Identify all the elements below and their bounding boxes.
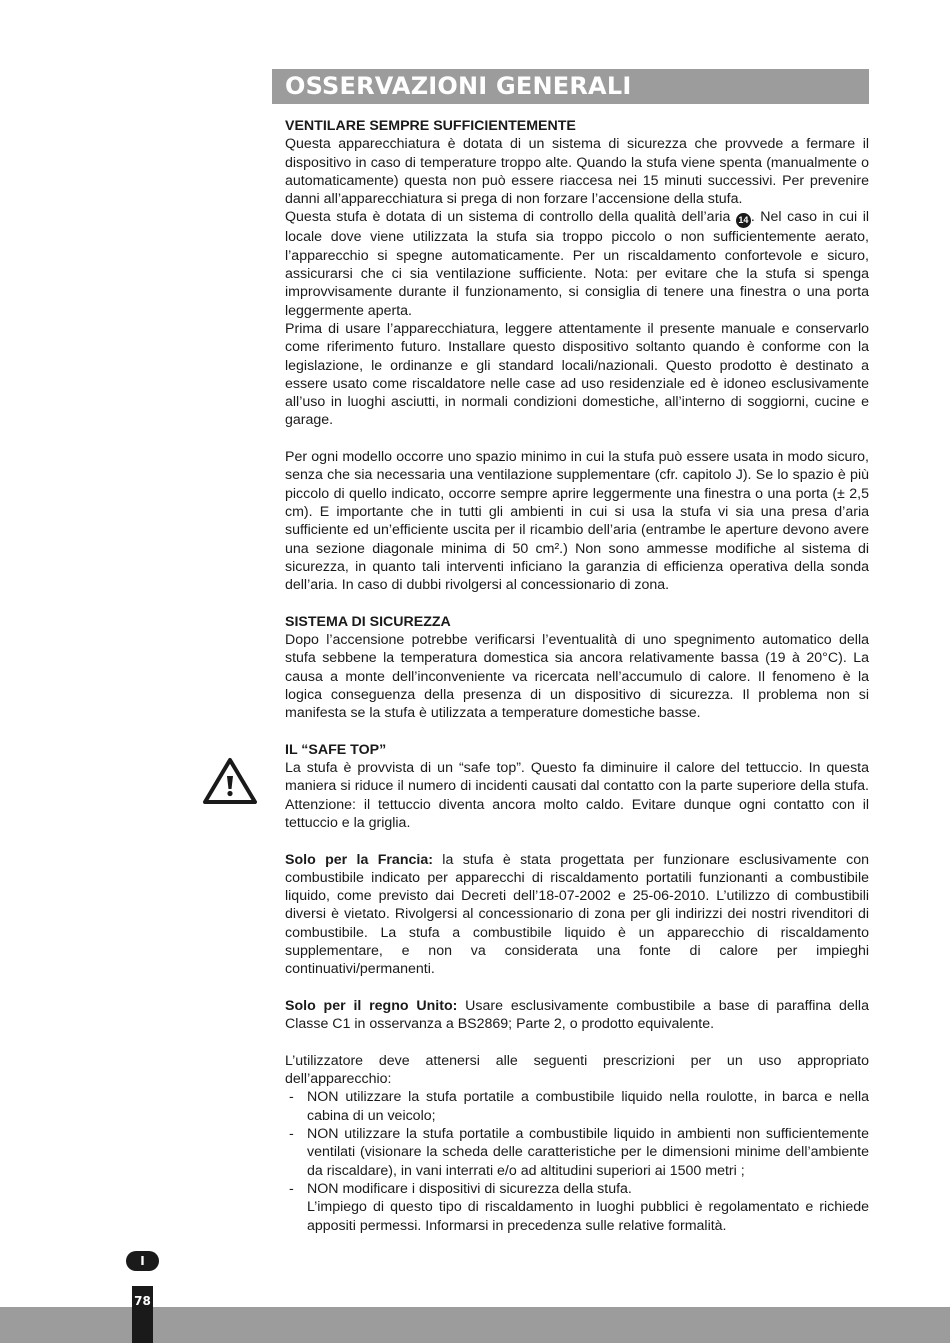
paragraph: L’utilizzatore deve attenersi alle seguenti prescrizioni per un uso appropriato dell’apparecchio: bbox=[285, 1052, 869, 1088]
main-content bbox=[285, 117, 869, 1235]
page-number: 78 bbox=[132, 1286, 153, 1343]
list-item-text: L’impiego di questo tipo di riscaldamento in luoghi pubblici è regolamentato e richiede appositi permessi. Informarsi in precedenza sulle relative formalità. bbox=[307, 1199, 869, 1234]
list-item bbox=[285, 1180, 869, 1235]
language-badge: I bbox=[126, 1251, 159, 1271]
paragraph: Prima di usare l’apparecchiatura, leggere attentamente il presente manuale e conservarlo come riferimento futuro. Installare questo dispositivo soltanto quando è conforme con la legislazione, le ordinanze e gli standard locali/nazionali. Questo prodotto è destinato a essere usato come riscaldatore nelle case ad uso residenziale ed è idoneo esclusivamente all’uso in luoghi asciutti, in normali condizioni domestiche, all’interno di soggiorni, cucine e garage. bbox=[285, 320, 869, 429]
paragraph-text: Usare esclusivamente combustibile a base di paraffina della Classe C1 in osservanza a BS2869; Parte 2, o prodotto equivalente. bbox=[285, 997, 869, 1033]
list-item bbox=[285, 1125, 869, 1180]
section-heading-sicurezza: SISTEMA DI SICUREZZA bbox=[285, 613, 451, 630]
prescription-list bbox=[285, 1088, 869, 1234]
lead-label: Solo per il regno Unito: bbox=[285, 997, 458, 1014]
paragraph-text: la stufa è stata progettata per funzionare esclusivamente con combustibile indicato per apparecchi di riscaldamento portatili funzionanti a combustibile liquido, come previsto dai Decreti dell’18-07-2002 e 25-06-2010. L’utilizzo di combustibili diversi è vietato. Rivolgersi al concessionario di zona per gli indirizzi dei nostri rivenditori di combustibile. La stufa a combustibile liquido è un apparecchio di riscaldamento supplementare, e non va considerata una fonte di calore per impieghi continuativi/permanenti. bbox=[285, 851, 869, 978]
warning-triangle-icon bbox=[202, 757, 258, 805]
paragraph: Questa apparecchiatura è dotata di un sistema di sicurezza che provvede a fermare il dispositivo in caso di temperature troppo alte. Quando la stufa viene spenta (manualmente o automaticamente) questa non può essere riaccesa nei 15 minuti successivi. Per prevenire danni all’apparecchiatura si prega di non forzare l’accensione della stufa. bbox=[285, 136, 869, 208]
paragraph-france bbox=[285, 851, 869, 979]
paragraph: Per ogni modello occorre uno spazio minimo in cui la stufa può essere usata in modo sicuro, senza che sia necessaria una ventilazione supplementare (cfr. capitolo J). Se lo spazio è più piccolo di quello indicato, occorre sempre aprire leggermente una finestra o una porta (± 2,5 cm). E importante che in tutti gli ambienti in cui si usa la stufa vi sia una presa d’aria sufficiente ed un’efficiente uscita per il ricambio dell’aria (entrambe le aperture devono avere una sezione diagonale minima di 50 cm².) Non sono ammesse modifiche al sistema di sicurezza, in quanto tali interventi inficiano la garanzia di efficienza operativa della sonda dell’aria. In caso di dubbi rivolgersi al concessionario di zona. bbox=[285, 449, 869, 594]
paragraph bbox=[285, 208, 869, 319]
page-title: OSSERVAZIONI GENERALI bbox=[272, 69, 869, 104]
section-heading-ventilare: VENTILARE SEMPRE SUFFICIENTEMENTE bbox=[285, 118, 576, 134]
list-item bbox=[285, 1088, 869, 1125]
paragraph-uk bbox=[285, 997, 869, 1034]
figure-reference-badge: 14 bbox=[736, 213, 751, 228]
dash-bullet: - bbox=[289, 1180, 294, 1197]
list-item-text: NON modificare i dispositivi di sicurezza della stufa. bbox=[307, 1180, 632, 1197]
paragraph-text: Questa stufa è dotata di un sistema di controllo della qualità dell’aria bbox=[285, 209, 736, 226]
dash-bullet: - bbox=[289, 1089, 294, 1106]
paragraph: La stufa è provvista di un “safe top”. Questo fa diminuire il calore del tettuccio. In questa maniera si riduce il numero di incidenti causati dal contatto con la parte superiore della stufa. Attenzione: il tettuccio diventa ancora molto caldo. Evitare dunque ogni contatto con il tettuccio e la griglia. bbox=[285, 760, 869, 831]
lead-label: Solo per la Francia: bbox=[285, 851, 433, 868]
list-item-text: NON utilizzare la stufa portatile a combustibile liquido in ambienti non sufficientemente ventilati (visionare la scheda delle caratteristiche per le dimensioni minime dell’ambiente da riscaldare), in vani interrati e/o ad altitudini superiori ai 1500 metri ; bbox=[307, 1126, 869, 1179]
paragraph-text: . Nel caso in cui il locale dove viene utilizzata la stufa sia troppo piccolo o non sufficientemente aerato, l’apparecchio si spegne automaticamente. Per un riscaldamento confortevole e sicuro, assicurarsi che ci sia ventilazione sufficiente. Nota: per evitare che la stufa si spenga improvvisamente durante il funzionamento, si consiglia di tenere una finestra o una porta leggermente aperta. bbox=[285, 209, 870, 319]
list-item-text: NON utilizzare la stufa portatile a combustibile liquido nella roulotte, in barca e nella cabina di un veicolo; bbox=[307, 1089, 869, 1124]
dash-bullet: - bbox=[289, 1126, 294, 1143]
paragraph: Dopo l’accensione potrebbe verificarsi l’eventualità di uno spegnimento automatico della stufa sebbene la temperatura domestica sia ancora relativamente bassa (19 à 20°C). La causa a monte dell’inconveniente va ricercata nell’accumulo di calore. Il fenomeno è la logica conseguenza della presenza di un dispositivo di sicurezza. Il problema non si manifesta se la stufa è utilizzata a temperature domestiche basse. bbox=[285, 632, 869, 722]
section-heading-safe-top: IL “SAFE TOP” bbox=[285, 741, 387, 758]
